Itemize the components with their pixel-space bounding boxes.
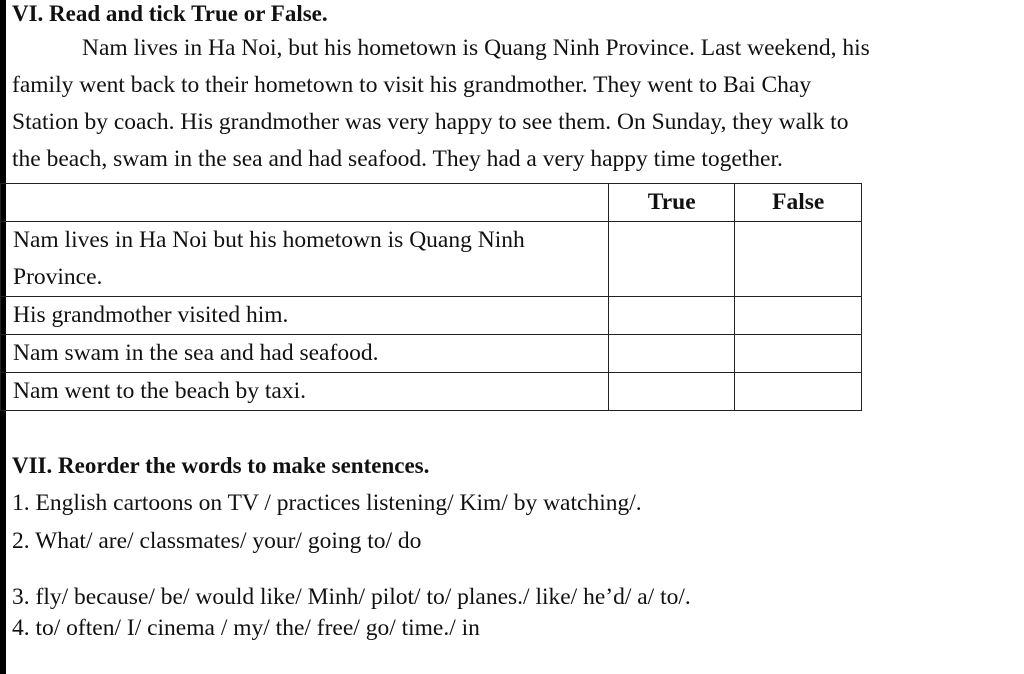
table-row: [1, 222, 862, 297]
false-checkbox-cell-3[interactable]: [735, 335, 862, 373]
statement-3: Nam swam in the sea and had seafood.: [1, 335, 609, 373]
statement-1: Nam lives in Ha Noi but his hometown is Quang Ninh Province.: [1, 222, 609, 297]
header-false: False: [735, 184, 862, 222]
passage-line-1: Nam lives in Ha Noi, but his hometown is Quang Ninh Province. Last weekend, his: [82, 35, 870, 61]
false-checkbox-cell-2[interactable]: [735, 297, 862, 335]
reorder-item-3: 3. fly/ because/ be/ would like/ Minh/ pilot/ to/ planes./ like/ he’d/ a/ to/.: [12, 584, 691, 610]
false-checkbox-cell-1[interactable]: [735, 222, 862, 297]
table-row: [1, 335, 862, 373]
statement-2: His grandmother visited him.: [1, 297, 609, 335]
table-row: [1, 297, 862, 335]
true-checkbox-cell-4[interactable]: [609, 373, 735, 411]
table-row: [1, 373, 862, 411]
header-statement: [1, 184, 609, 222]
false-checkbox-cell-4[interactable]: [735, 373, 862, 411]
section-6-title: VI. Read and tick True or False.: [12, 1, 328, 26]
statement-4: Nam went to the beach by taxi.: [1, 373, 609, 411]
reorder-item-1: 1. English cartoons on TV / practices listening/ Kim/ by watching/.: [12, 490, 642, 516]
true-checkbox-cell-2[interactable]: [609, 297, 735, 335]
passage-line-4: the beach, swam in the sea and had seafood. They had a very happy time together.: [12, 146, 783, 172]
section-7-title: VII. Reorder the words to make sentences.: [12, 453, 430, 478]
reorder-item-2: 2. What/ are/ classmates/ your/ going to/ do: [12, 528, 422, 554]
reorder-item-4: 4. to/ often/ I/ cinema / my/ the/ free/ go/ time./ in: [12, 615, 480, 641]
passage-line-2: family went back to their hometown to visit his grandmother. They went to Bai Chay: [12, 72, 812, 98]
passage-line-3: Station by coach. His grandmother was very happy to see them. On Sunday, they walk to: [12, 109, 849, 135]
true-checkbox-cell-1[interactable]: [609, 222, 735, 297]
reading-passage: [12, 30, 1016, 178]
table-header-row: [1, 184, 862, 222]
true-false-table: [0, 183, 862, 411]
true-checkbox-cell-3[interactable]: [609, 335, 735, 373]
header-true: True: [609, 184, 735, 222]
